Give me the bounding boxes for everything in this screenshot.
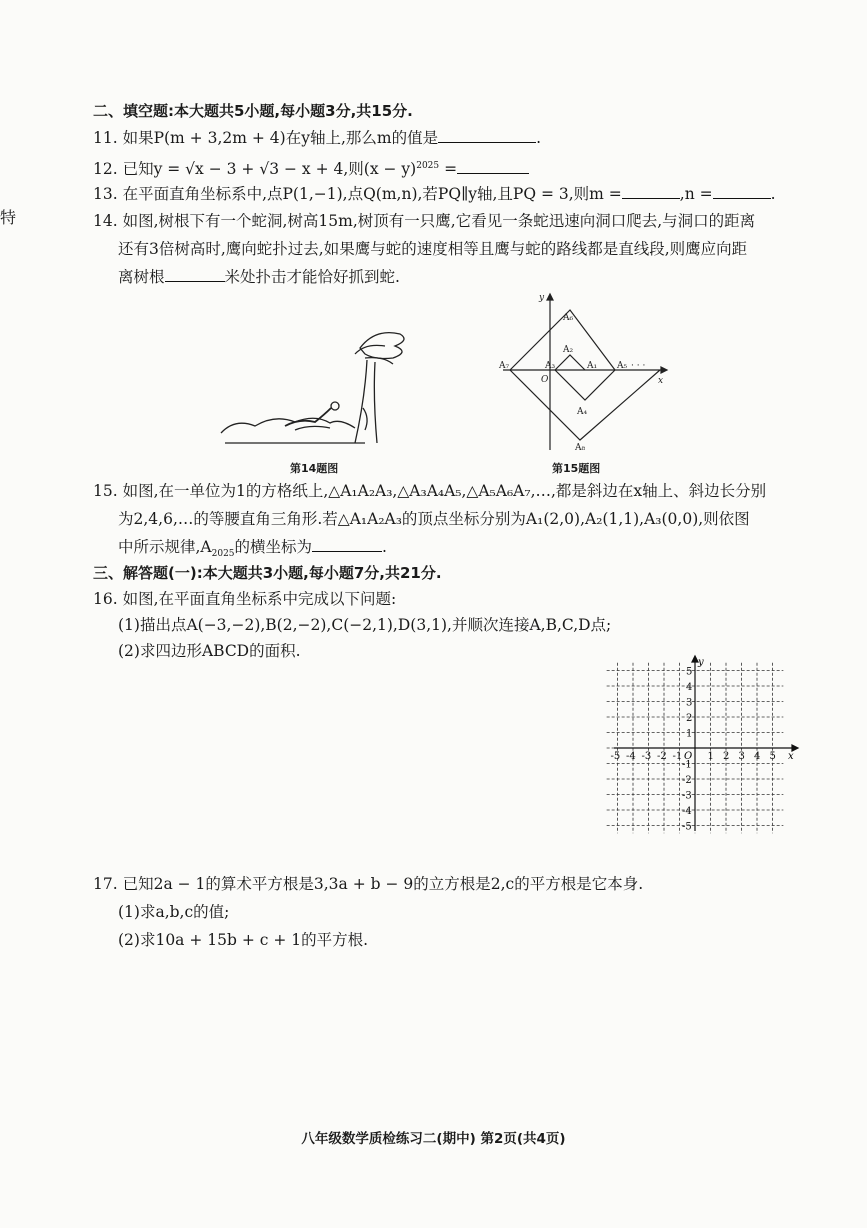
grid-y-tick-label: 2 [686,713,693,724]
q13-blank-n [713,184,771,199]
q15-text-a: 中所示规律,A [118,538,212,556]
q12-text: 12. 已知y = √x − 3 + √3 − x + 4,则(x − y) [93,160,417,179]
snake-body [285,408,331,426]
q15-line2: 为2,4,6,…的等腰直角三角形.若△A₁A₂A₃的顶点坐标分别为A₁(2,0),A₂(1,1),A₃(0,0),则依图 [118,510,750,528]
q12-eq: = [439,160,458,179]
grid-y-tick-label: 4 [686,682,693,693]
figure-15-triangles [495,290,675,455]
grid-x-tick-label: 1 [707,751,714,762]
section2-title: 二、填空题:本大题共5小题,每小题3分,共15分. [93,102,413,120]
grid-x-tick-label: -2 [657,751,667,762]
grid-y-tick-label: -3 [682,790,692,802]
label-a1: A₁ [587,361,598,371]
question-11 [93,127,541,149]
q14-text-b: 米处扑击才能恰好抓到蛇. [224,268,400,286]
label-a4: A₄ [577,407,588,417]
grid-origin: O [684,751,693,762]
q14-blank [165,267,225,282]
q14-line1: 14. 如图,树根下有一个蛇洞,树高15m,树顶有一只鹰,它看见一条蛇迅速向洞口爬去,与洞口的距离 [93,212,756,230]
grid-y-tick-label: -5 [682,821,692,833]
q13-blank-m [622,184,680,199]
grid-y-tick-label: -1 [682,759,692,771]
label-a2: A₂ [563,345,574,355]
q11-blank [438,128,536,143]
fig15-ellipsis: · · · [631,361,646,371]
tree-trunk-left [355,360,367,443]
q15-subscript: 2025 [211,549,235,560]
grid-x-label: x [788,751,794,762]
label-a3: A₃ [545,361,556,371]
question-12 [93,155,529,180]
q16-line2: (1)描出点A(−3,−2),B(2,−2),C(−2,1),D(3,1),并顺次连接A,B,C,D点; [118,616,612,634]
grid-x-tick-label: 5 [769,751,776,762]
tree-trunk-right [374,362,377,443]
figure-14-caption: 第14题图 [290,462,339,475]
snake-head [331,402,339,410]
grid-y-tick-label: -4 [682,806,692,817]
triangle-a7a8 [510,370,660,440]
q15-line1: 15. 如图,在一单位为1的方格纸上,△A₁A₂A₃,△A₃A₄A₅,△A₅A₆A₇,…,都是斜边在x轴上、斜边长分别 [93,482,767,500]
figure-14-tree-snake [215,318,425,453]
q15-text-b: 的横坐标为 [234,538,313,556]
question-13 [93,183,776,205]
grid-y-tick-label: 5 [686,666,693,678]
grid-y-tick-label: 3 [686,697,693,709]
margin-char: 特 [0,208,17,227]
grid-x-tick-label: -3 [641,751,652,762]
q14-line3 [118,266,400,288]
section3-title: 三、解答题(一):本大题共3小题,每小题7分,共21分. [93,564,442,582]
fig15-origin: O [541,375,549,385]
label-a8: A₈ [575,443,586,453]
grid-x-tick-label: 2 [723,751,730,762]
label-a6: A₆ [563,313,574,323]
grid-x-tick-label: -1 [672,751,683,762]
figure-15-caption: 第15题图 [552,462,601,475]
q13-text-n: ,n = [679,185,713,203]
grid-x-tick-label: 3 [738,751,745,762]
q15-blank [312,537,382,552]
label-a7: A₇ [499,361,510,371]
q14-text-a: 离树根 [118,268,165,286]
grid-x-tick-label: 4 [754,751,761,762]
grid-y-label: y [698,657,704,668]
q13-text: 13. 在平面直角坐标系中,点P(1,−1),点Q(m,n),若PQ∥y轴,且PQ = 3,则m = [93,185,622,203]
q13-end: . [770,185,776,203]
triangle-a1a2a3 [555,355,585,370]
triangle-a3a4a5 [555,370,615,400]
label-a5: A₅ [617,361,628,371]
grid-x-tick-label: -5 [610,751,621,762]
ground-line [221,418,355,433]
q17-line3: (2)求10a + 15b + c + 1的平方根. [118,931,369,949]
q15-line3 [118,536,387,565]
grid-y-tick-label: -2 [682,775,692,786]
fig15-y-label: y [539,293,545,303]
q17-line1: 17. 已知2a − 1的算术平方根是3,3a + b − 9的立方根是2,c的平方根是它本身. [93,875,644,893]
q16-line1: 16. 如图,在平面直角坐标系中完成以下问题: [93,590,397,608]
q14-line2: 还有3倍树高时,鹰向蛇扑过去,如果鹰与蛇的速度相等且鹰与蛇的路线都是直线段,则鹰应向距 [118,240,748,258]
q12-blank [457,159,529,174]
q17-line2: (1)求a,b,c的值; [118,903,230,921]
coordinate-grid [612,655,802,835]
grid-x-tick-label: -4 [626,751,636,762]
q12-exponent: 2025 [416,161,440,171]
page-footer: 八年级数学质检练习二(期中) 第2页(共4页) [301,1131,566,1147]
q15-end: . [382,538,387,556]
fig15-x-label: x [658,376,664,386]
q16-line3: (2)求四边形ABCD的面积. [118,642,301,660]
q11-text: 11. 如果P(m + 3,2m + 4)在y轴上,那么m的值是 [93,129,439,147]
grid-y-tick-label: 1 [686,728,693,740]
q11-end: . [536,129,542,147]
